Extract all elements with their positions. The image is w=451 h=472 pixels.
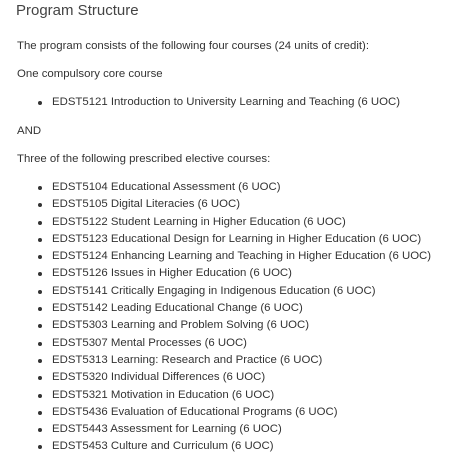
elective-course-item — [0, 352, 431, 369]
elective-course-item-label: EDST5321 Motivation in Education (6 UOC) — [52, 388, 275, 401]
elective-course-item — [0, 438, 431, 455]
bullet-icon — [38, 394, 42, 398]
and-label: AND — [17, 125, 42, 137]
elective-course-item-label: EDST5303 Learning and Problem Solving (6 UOC) — [52, 319, 310, 332]
elective-course-item — [0, 335, 431, 352]
bullet-icon — [38, 290, 42, 294]
bullet-icon — [38, 307, 42, 311]
bullet-icon — [38, 411, 42, 415]
elective-course-item-label: EDST5443 Assessment for Learning (6 UOC) — [52, 423, 282, 436]
intro-text: The program consists of the following four courses (24 units of credit): — [17, 40, 370, 52]
elective-course-item-label: EDST5122 Student Learning in Higher Education (6 UOC) — [52, 215, 346, 228]
elective-course-item — [0, 179, 431, 196]
elective-course-item — [0, 387, 431, 404]
bullet-icon — [38, 203, 42, 207]
core-course-heading: One compulsory core course — [17, 68, 163, 80]
elective-course-item-label: EDST5126 Issues in Higher Education (6 UOC) — [52, 267, 292, 280]
elective-course-item — [0, 214, 431, 231]
bullet-icon — [38, 324, 42, 328]
elective-course-item — [0, 248, 431, 265]
elective-course-item-label: EDST5320 Individual Differences (6 UOC) — [52, 371, 266, 384]
elective-course-item-label: EDST5453 Culture and Curriculum (6 UOC) — [52, 440, 274, 453]
elective-course-item-label: EDST5436 Evaluation of Educational Programs (6 UOC) — [52, 405, 338, 418]
elective-course-item — [0, 283, 431, 300]
bullet-icon — [38, 376, 42, 380]
elective-course-item — [0, 231, 431, 248]
bullet-icon — [38, 186, 42, 190]
elective-course-item-label: EDST5313 Learning: Research and Practice (6 UOC) — [52, 353, 323, 366]
bullet-icon — [38, 445, 42, 449]
elective-course-item-label: EDST5141 Critically Engaging in Indigenous Education (6 UOC) — [52, 284, 376, 297]
bullet-icon — [38, 255, 42, 259]
elective-course-heading: Three of the following prescribed elective courses: — [17, 153, 271, 165]
elective-course-item-label: EDST5104 Educational Assessment (6 UOC) — [52, 181, 281, 193]
elective-course-item — [0, 421, 431, 438]
elective-course-item-label: EDST5142 Leading Educational Change (6 UOC) — [52, 302, 303, 315]
elective-course-item — [0, 196, 431, 213]
bullet-icon — [38, 272, 42, 276]
elective-course-item-label: EDST5124 Enhancing Learning and Teaching in Higher Education (6 UOC) — [52, 250, 432, 263]
page-title: Program Structure — [16, 2, 139, 19]
elective-course-item — [0, 369, 431, 386]
elective-course-item-label: EDST5123 Educational Design for Learning in Higher Education (6 UOC) — [52, 232, 422, 245]
elective-course-item — [0, 404, 431, 421]
elective-course-item — [0, 265, 431, 282]
bullet-icon — [38, 342, 42, 346]
core-course-list — [0, 94, 400, 111]
elective-course-item — [0, 300, 431, 317]
bullet-icon — [38, 101, 42, 105]
elective-course-list — [0, 179, 431, 456]
core-course-item — [0, 94, 400, 111]
elective-course-item — [0, 317, 431, 334]
core-course-item-label: EDST5121 Introduction to University Learning and Teaching (6 UOC) — [52, 96, 401, 108]
bullet-icon — [38, 359, 42, 363]
bullet-icon — [38, 238, 42, 242]
elective-course-item-label: EDST5105 Digital Literacies (6 UOC) — [52, 198, 241, 211]
bullet-icon — [38, 221, 42, 225]
elective-course-item-label: EDST5307 Mental Processes (6 UOC) — [52, 336, 247, 349]
bullet-icon — [38, 428, 42, 432]
